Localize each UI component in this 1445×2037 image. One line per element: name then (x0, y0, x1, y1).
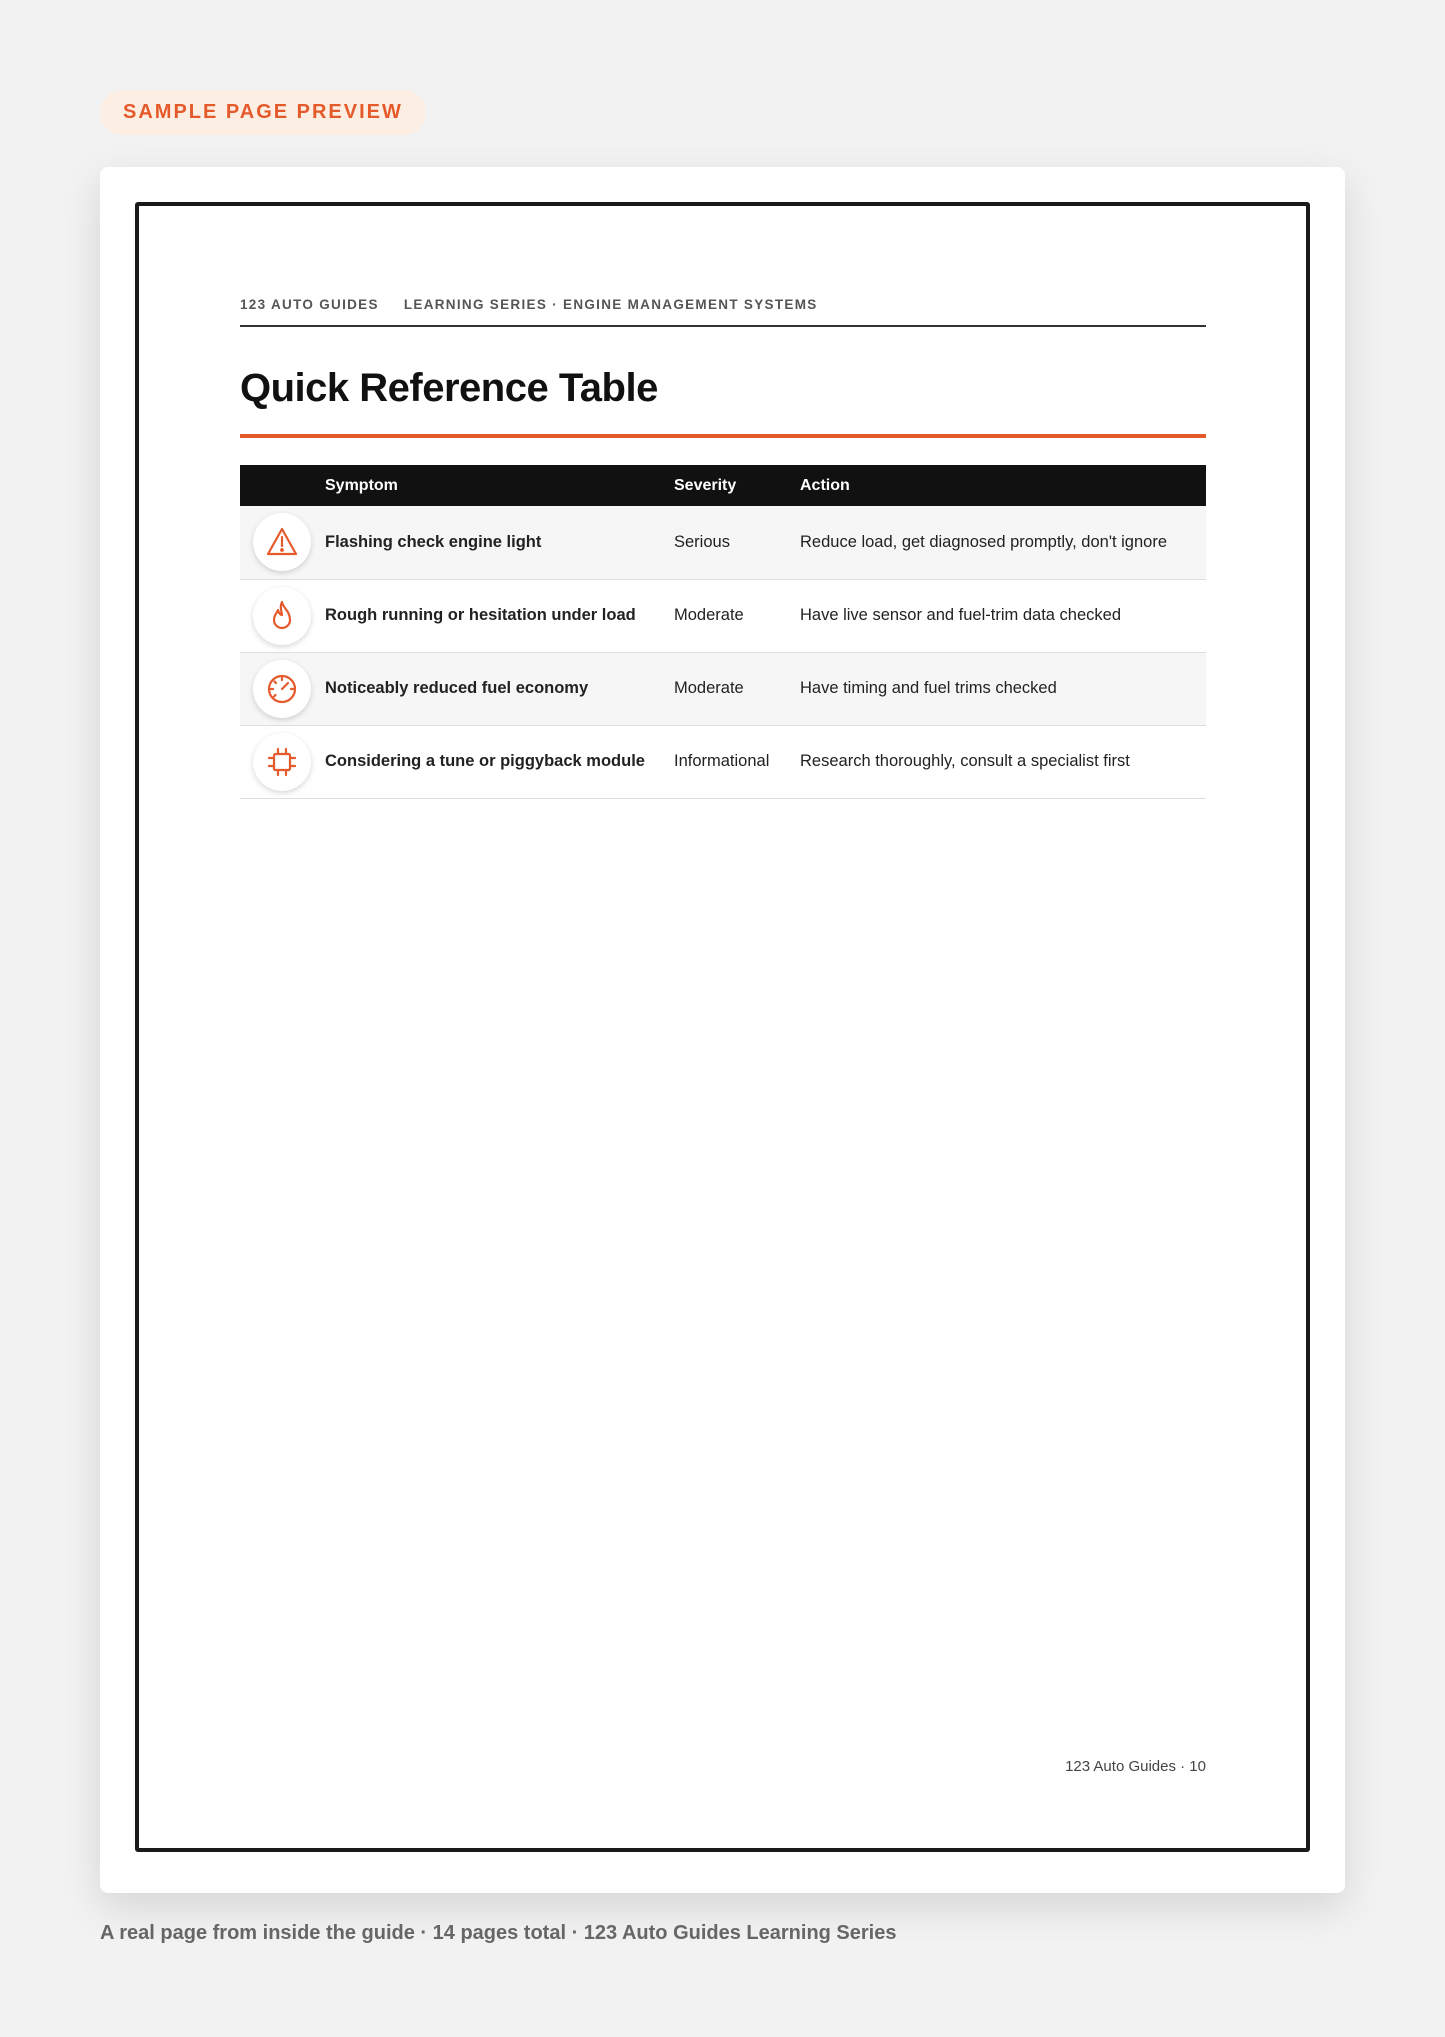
quick-reference-table (240, 465, 1206, 799)
action-cell: Reduce load, get diagnosed promptly, don't ignore (800, 506, 1206, 579)
header-severity: Severity (674, 465, 800, 506)
table-header-row (240, 465, 1206, 506)
document-page (135, 202, 1310, 1852)
page-footer: 123 Auto Guides · 10 (1065, 1758, 1206, 1775)
table-row (240, 579, 1206, 652)
severity-cell: Moderate (674, 579, 800, 652)
table-row (240, 725, 1206, 798)
running-head-brand: 123 AUTO GUIDES (240, 297, 379, 312)
flame-icon (253, 587, 311, 645)
title-underline (240, 434, 1206, 438)
symptom-cell: Flashing check engine light (325, 506, 674, 579)
page-title: Quick Reference Table (240, 366, 658, 410)
table-row (240, 506, 1206, 579)
symptom-cell: Noticeably reduced fuel economy (325, 652, 674, 725)
gauge-icon (253, 660, 311, 718)
symptom-cell: Considering a tune or piggyback module (325, 725, 674, 798)
action-cell: Have live sensor and fuel-trim data checked (800, 579, 1206, 652)
severity-cell: Moderate (674, 652, 800, 725)
sample-preview-badge: SAMPLE PAGE PREVIEW (100, 90, 426, 135)
table-row (240, 652, 1206, 725)
preview-card (100, 167, 1345, 1893)
header-symptom: Symptom (325, 465, 674, 506)
action-cell: Research thoroughly, consult a specialist first (800, 725, 1206, 798)
running-head-series: LEARNING SERIES · ENGINE MANAGEMENT SYSTEMS (403, 297, 818, 312)
running-head (240, 297, 1206, 327)
severity-cell: Serious (674, 506, 800, 579)
header-action: Action (800, 465, 1206, 506)
warning-triangle-icon (253, 513, 311, 571)
header-icon-col (240, 465, 325, 506)
symptom-cell: Rough running or hesitation under load (325, 579, 674, 652)
chip-icon (253, 733, 311, 791)
action-cell: Have timing and fuel trims checked (800, 652, 1206, 725)
preview-caption: A real page from inside the guide · 14 pages total · 123 Auto Guides Learning Series (100, 1922, 897, 1944)
severity-cell: Informational (674, 725, 800, 798)
